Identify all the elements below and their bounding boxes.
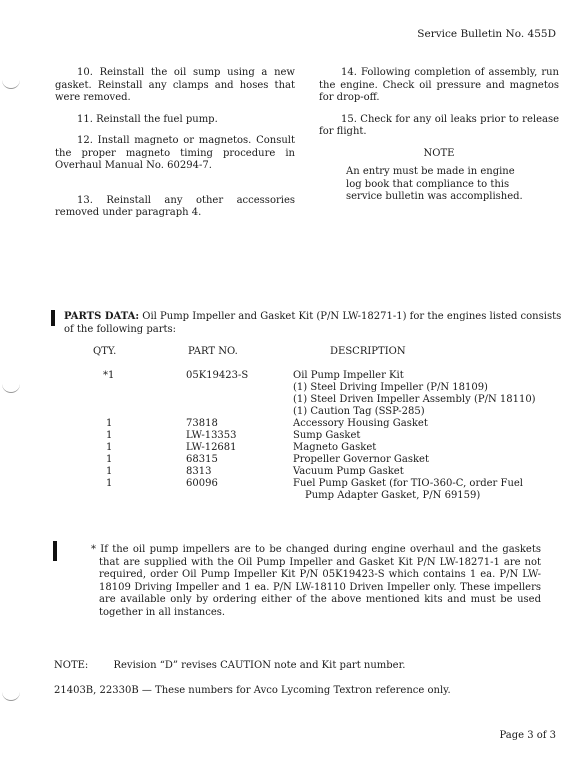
step-12: 12. Install magneto or magnetos. Consult the proper magneto timing procedure in Overhaul Manual No. 60294-7. [55,135,295,171]
row-part: 60096 [186,478,218,489]
reference-note: 21403B, 22330B — These numbers for Avco Lycoming Textron reference only. [54,685,451,696]
step-10: 10. Reinstall the oil sump using a new gasket. Reinstall any clamps and hoses that were removed. [55,67,295,103]
table-row [0,478,588,490]
header-part: PART NO. [188,346,238,357]
table-row [0,382,588,394]
row-part: LW-12681 [186,442,237,453]
row-qty: 1 [106,418,113,429]
row-qty: 1 [106,478,113,489]
parts-table-header [0,346,588,358]
row-desc: Propeller Governor Gasket [293,454,429,465]
note-text: An entry must be made in engine log book that compliance to this service bulletin was accomplished. [346,166,523,202]
step-14: 14. Following completion of assembly, run the engine. Check oil pressure and magnetos for drop-off. [319,67,559,103]
row-desc: Magneto Gasket [293,442,377,453]
table-row [0,430,588,442]
row-part: 8313 [186,466,212,477]
row-desc: Oil Pump Impeller Kit [293,370,404,381]
parts-table [0,346,588,506]
row-desc: Accessory Housing Gasket [293,418,428,429]
step-11: 11. Reinstall the fuel pump. [77,113,218,125]
binding-hole-mark [2,80,20,89]
row-desc: (1) Steel Driving Impeller (P/N 18109) [293,382,488,393]
page-number: Page 3 of 3 [499,730,556,741]
row-qty: 1 [106,430,113,441]
row-desc: (1) Caution Tag (SSP-285) [293,406,425,417]
row-qty: 1 [106,454,113,465]
note-title: NOTE [423,148,455,159]
row-desc: (1) Steel Driven Impeller Assembly (P/N 18110) [293,394,536,405]
step-15: 15. Check for any oil leaks prior to release for flight. [319,113,559,137]
table-row [0,370,588,382]
table-row [0,418,588,430]
footnote: * If the oil pump impellers are to be changed during engine overhaul and the gaskets that are supplied with the Oil Pump Impeller and Gasket Kit P/N LW-18271-1 are not required, order Oil Pump Impeller Kit P/N 05K19423-S which contains 1 ea. P/N LW-18109 Driving Impeller and 1 ea. P/N LW-18110 Driven Impeller only. These impellers are available only by ordering either of the above mentioned kits and must be used together in all instances. [91,544,541,618]
row-desc: Pump Adapter Gasket, P/N 69159) [305,490,481,501]
parts-intro [64,311,564,336]
table-row [0,466,588,478]
row-desc: Vacuum Pump Gasket [293,466,404,477]
header-qty: QTY. [93,346,117,357]
row-part: LW-13353 [186,430,237,441]
row-part: 68315 [186,454,218,465]
row-qty: 1 [106,442,113,453]
bulletin-number: Service Bulletin No. 455D [417,28,556,40]
revision-bar [53,541,57,561]
right-column [319,67,559,148]
parts-label: PARTS DATA: [64,311,140,322]
parts-intro-text: Oil Pump Impeller and Gasket Kit (P/N LW-18271-1) for the engines listed consists of the following parts: [64,311,562,335]
row-part: 05K19423-S [186,370,249,381]
revision-note-label: NOTE: [54,660,89,671]
revision-bar [51,310,55,326]
row-desc: Fuel Pump Gasket (for TIO-360-C, order Fuel [293,478,523,489]
table-row [0,406,588,418]
revision-note-text: Revision “D” revises CAUTION note and Kit part number. [113,660,406,671]
step-13: 13. Reinstall any other accessories removed under paragraph 4. [55,194,295,218]
row-qty: *1 [103,370,115,381]
table-row [0,442,588,454]
revision-note [54,660,554,673]
row-desc: Sump Gasket [293,430,361,441]
binding-hole-mark [2,692,20,701]
table-row [0,394,588,406]
header-desc: DESCRIPTION [330,346,406,357]
table-row [0,454,588,466]
table-row [0,490,588,502]
row-part: 73818 [186,418,218,429]
row-qty: 1 [106,466,113,477]
left-column [55,67,295,229]
